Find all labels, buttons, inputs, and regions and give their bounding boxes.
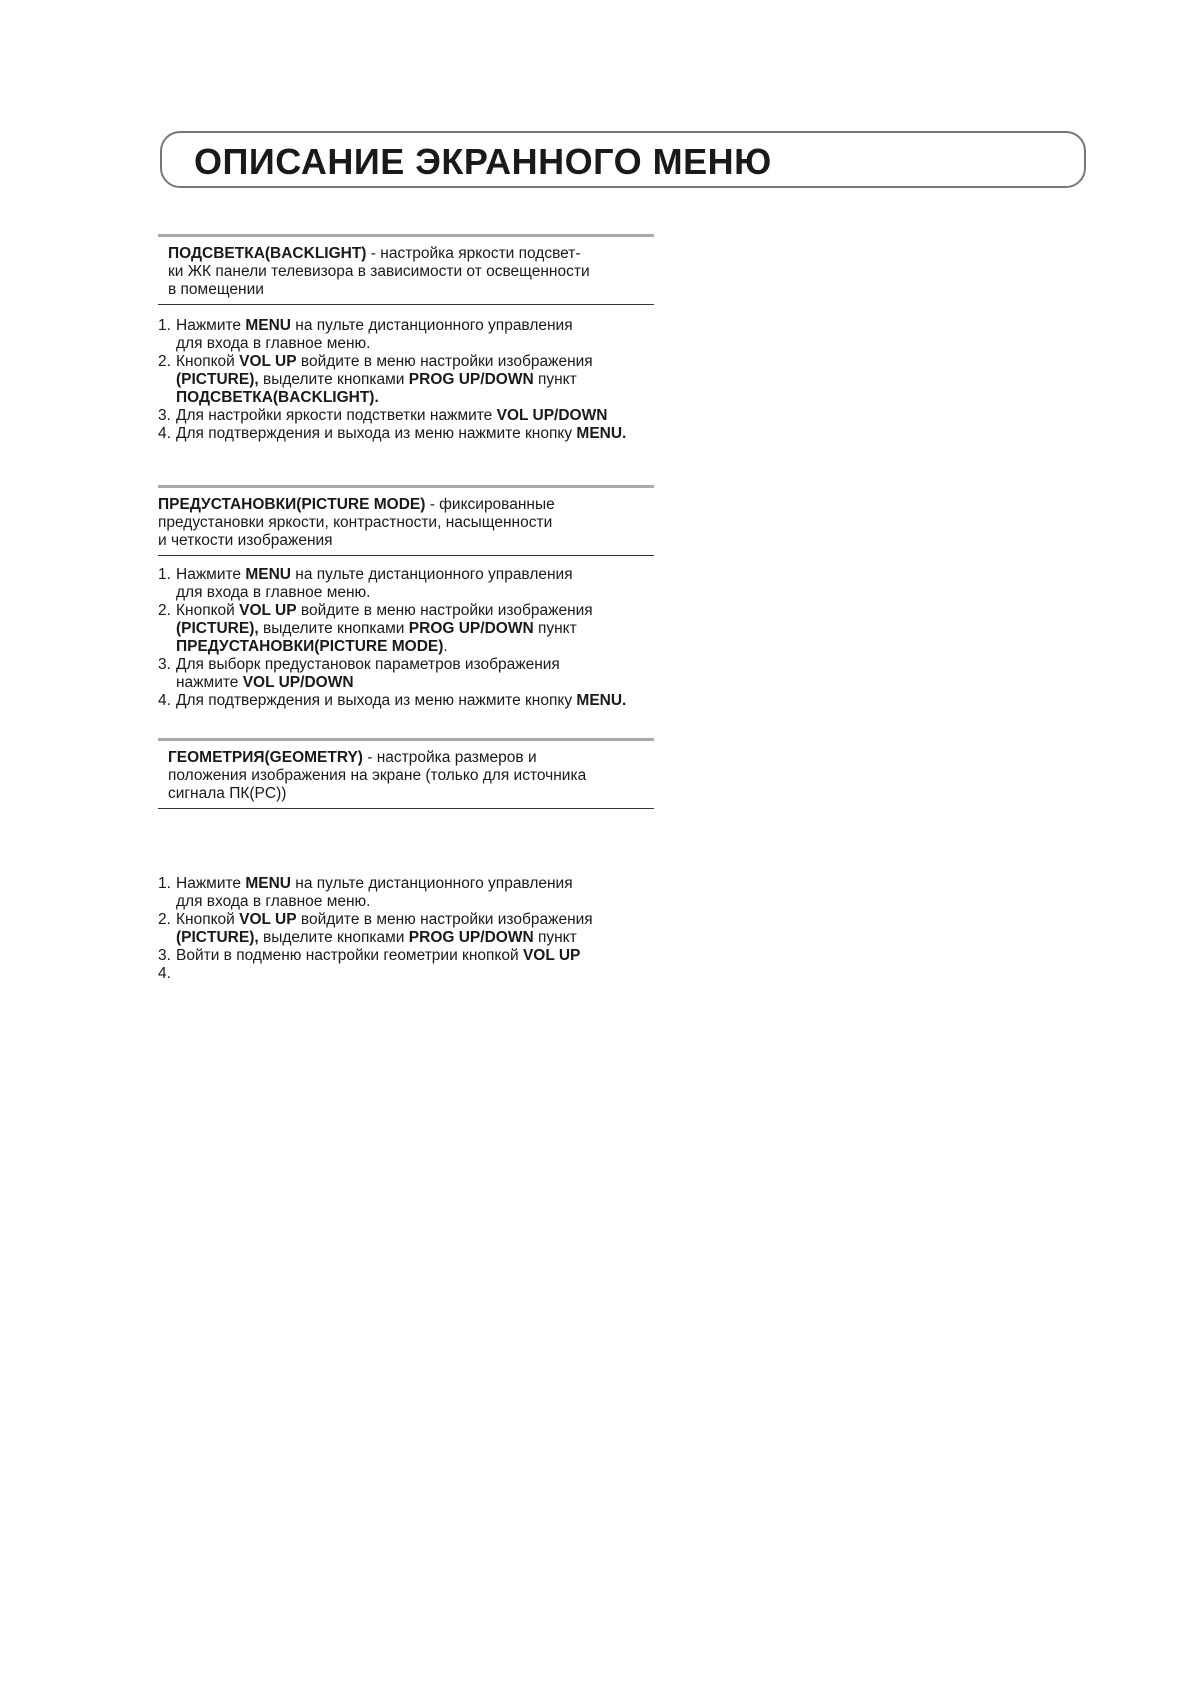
- step-item: [158, 911, 678, 947]
- bold-text: VOL UP: [239, 602, 297, 619]
- section-top-rule: [158, 485, 654, 488]
- step-number: 3.: [158, 656, 171, 673]
- bold-text: MENU: [245, 317, 291, 334]
- bold-text: ГЕОМЕТРИЯ(GEOMETRY): [168, 749, 363, 766]
- page-title-frame: [160, 131, 1086, 188]
- steps-list-backlight: [158, 317, 678, 443]
- text-run: пункт: [533, 371, 577, 388]
- text-run: на пульте дистанционного управления: [291, 566, 573, 583]
- text-run: пункт: [533, 929, 577, 946]
- section-bottom-rule: [158, 304, 654, 305]
- step-item: [158, 566, 678, 602]
- text-run: Для подтверждения и выхода из меню нажмите кнопку: [176, 692, 577, 709]
- step-number: 1.: [158, 566, 171, 583]
- step-number: 4.: [158, 965, 171, 982]
- step-number: 2.: [158, 602, 171, 619]
- step-item: [158, 425, 678, 443]
- step-item: [158, 656, 678, 692]
- text-run: - настройка яркости подсвет-: [366, 245, 581, 262]
- step-item: [158, 947, 678, 965]
- text-run: Для настройки яркости подстветки нажмите: [176, 407, 497, 424]
- step-number: 2.: [158, 911, 171, 928]
- text-run: войдите в меню настройки изображения: [296, 911, 593, 928]
- text-run: для входа в главное меню.: [176, 893, 371, 910]
- bold-text: VOL UP/DOWN: [496, 407, 608, 424]
- text-run: Нажмите: [176, 566, 246, 583]
- step-text: [176, 425, 678, 443]
- page-title: ОПИСАНИЕ ЭКРАННОГО МЕНЮ: [194, 141, 772, 182]
- step-text: [176, 656, 678, 692]
- step-text: [176, 407, 678, 425]
- steps-list-picture-mode: [158, 566, 678, 710]
- bold-text: PROG UP/DOWN: [408, 371, 534, 388]
- text-run: Войти в подменю настройки геометрии кнопкой: [176, 947, 523, 964]
- text-run: - фиксированные: [425, 496, 555, 513]
- step-number: 3.: [158, 407, 171, 424]
- step-number: 1.: [158, 317, 171, 334]
- step-text: [176, 602, 678, 656]
- step-text: [176, 353, 678, 407]
- text-run: Нажмите: [176, 875, 246, 892]
- text-run: нажмите: [176, 674, 243, 691]
- text-run: для входа в главное меню.: [176, 335, 371, 352]
- text-run: в помещении: [168, 281, 264, 298]
- steps-list-geometry: [158, 875, 678, 983]
- bold-text: MENU.: [576, 425, 627, 442]
- bold-text: ПОДСВЕТКА(BACKLIGHT).: [176, 389, 379, 406]
- text-run: выделите кнопками: [258, 371, 409, 388]
- text-run: ки ЖК панели телевизора в зависимости от освещенности: [168, 263, 590, 280]
- step-text: [176, 965, 678, 983]
- step-number: 2.: [158, 353, 171, 370]
- bold-text: MENU: [245, 875, 291, 892]
- step-text: [176, 692, 678, 710]
- bold-text: VOL UP: [522, 947, 581, 964]
- bold-text: VOL UP: [239, 911, 297, 928]
- text-run: войдите в меню настройки изображения: [296, 353, 593, 370]
- step-number: 3.: [158, 947, 171, 964]
- text-run: - настройка размеров и: [362, 749, 537, 766]
- text-run: Кнопкой: [176, 911, 240, 928]
- text-run: и четкости изображения: [158, 532, 333, 549]
- section-backlight-header: [158, 234, 654, 305]
- bold-text: MENU.: [576, 692, 627, 709]
- section-geometry-header: [158, 738, 654, 809]
- text-run: на пульте дистанционного управления: [291, 317, 573, 334]
- text-run: положения изображения на экране (только для источника: [168, 767, 587, 784]
- text-run: Нажмите: [176, 317, 246, 334]
- text-run: пункт: [533, 620, 577, 637]
- bold-text: ПРЕДУСТАНОВКИ(PICTURE MODE): [176, 638, 444, 655]
- step-item: [158, 317, 678, 353]
- step-item: [158, 602, 678, 656]
- step-item: [158, 353, 678, 407]
- bold-text: MENU: [245, 566, 291, 583]
- section-description: [158, 496, 654, 550]
- bold-text: VOL UP: [239, 353, 297, 370]
- bold-text: (PICTURE),: [176, 929, 259, 946]
- section-description: [158, 749, 654, 803]
- text-run: Для подтверждения и выхода из меню нажмите кнопку: [176, 425, 577, 442]
- text-run: сигнала ПК(PC)): [168, 785, 287, 802]
- step-text: [176, 317, 678, 353]
- text-run: выделите кнопками: [258, 620, 409, 637]
- text-run: для входа в главное меню.: [176, 584, 371, 601]
- section-bottom-rule: [158, 555, 654, 556]
- text-run: Кнопкой: [176, 353, 240, 370]
- step-text: [176, 911, 678, 947]
- step-number: 4.: [158, 692, 171, 709]
- text-run: на пульте дистанционного управления: [291, 875, 573, 892]
- bold-text: PROG UP/DOWN: [408, 620, 534, 637]
- step-text: [176, 947, 678, 965]
- text-run: выделите кнопками: [258, 929, 409, 946]
- text-run: .: [443, 638, 448, 655]
- text-run: предустановки яркости, контрастности, насыщенности: [158, 514, 553, 531]
- bold-text: PROG UP/DOWN: [408, 929, 534, 946]
- section-picture-mode-header: [158, 485, 654, 556]
- section-top-rule: [158, 738, 654, 741]
- text-run: войдите в меню настройки изображения: [296, 602, 593, 619]
- bold-text: (PICTURE),: [176, 620, 259, 637]
- step-number: 4.: [158, 425, 171, 442]
- step-item: [158, 875, 678, 911]
- section-description: [158, 245, 654, 299]
- bold-text: (PICTURE),: [176, 371, 259, 388]
- step-text: [176, 566, 678, 602]
- step-item: [158, 692, 678, 710]
- text-run: Кнопкой: [176, 602, 240, 619]
- text-run: Для выборк предустановок параметров изображения: [176, 656, 560, 673]
- bold-text: ПРЕДУСТАНОВКИ(PICTURE MODE): [158, 496, 426, 513]
- step-number: 1.: [158, 875, 171, 892]
- section-bottom-rule: [158, 808, 654, 809]
- section-top-rule: [158, 234, 654, 237]
- step-text: [176, 875, 678, 911]
- bold-text: ПОДСВЕТКА(BACKLIGHT): [168, 245, 367, 262]
- bold-text: VOL UP/DOWN: [242, 674, 354, 691]
- step-item: [158, 407, 678, 425]
- step-item: [158, 965, 678, 983]
